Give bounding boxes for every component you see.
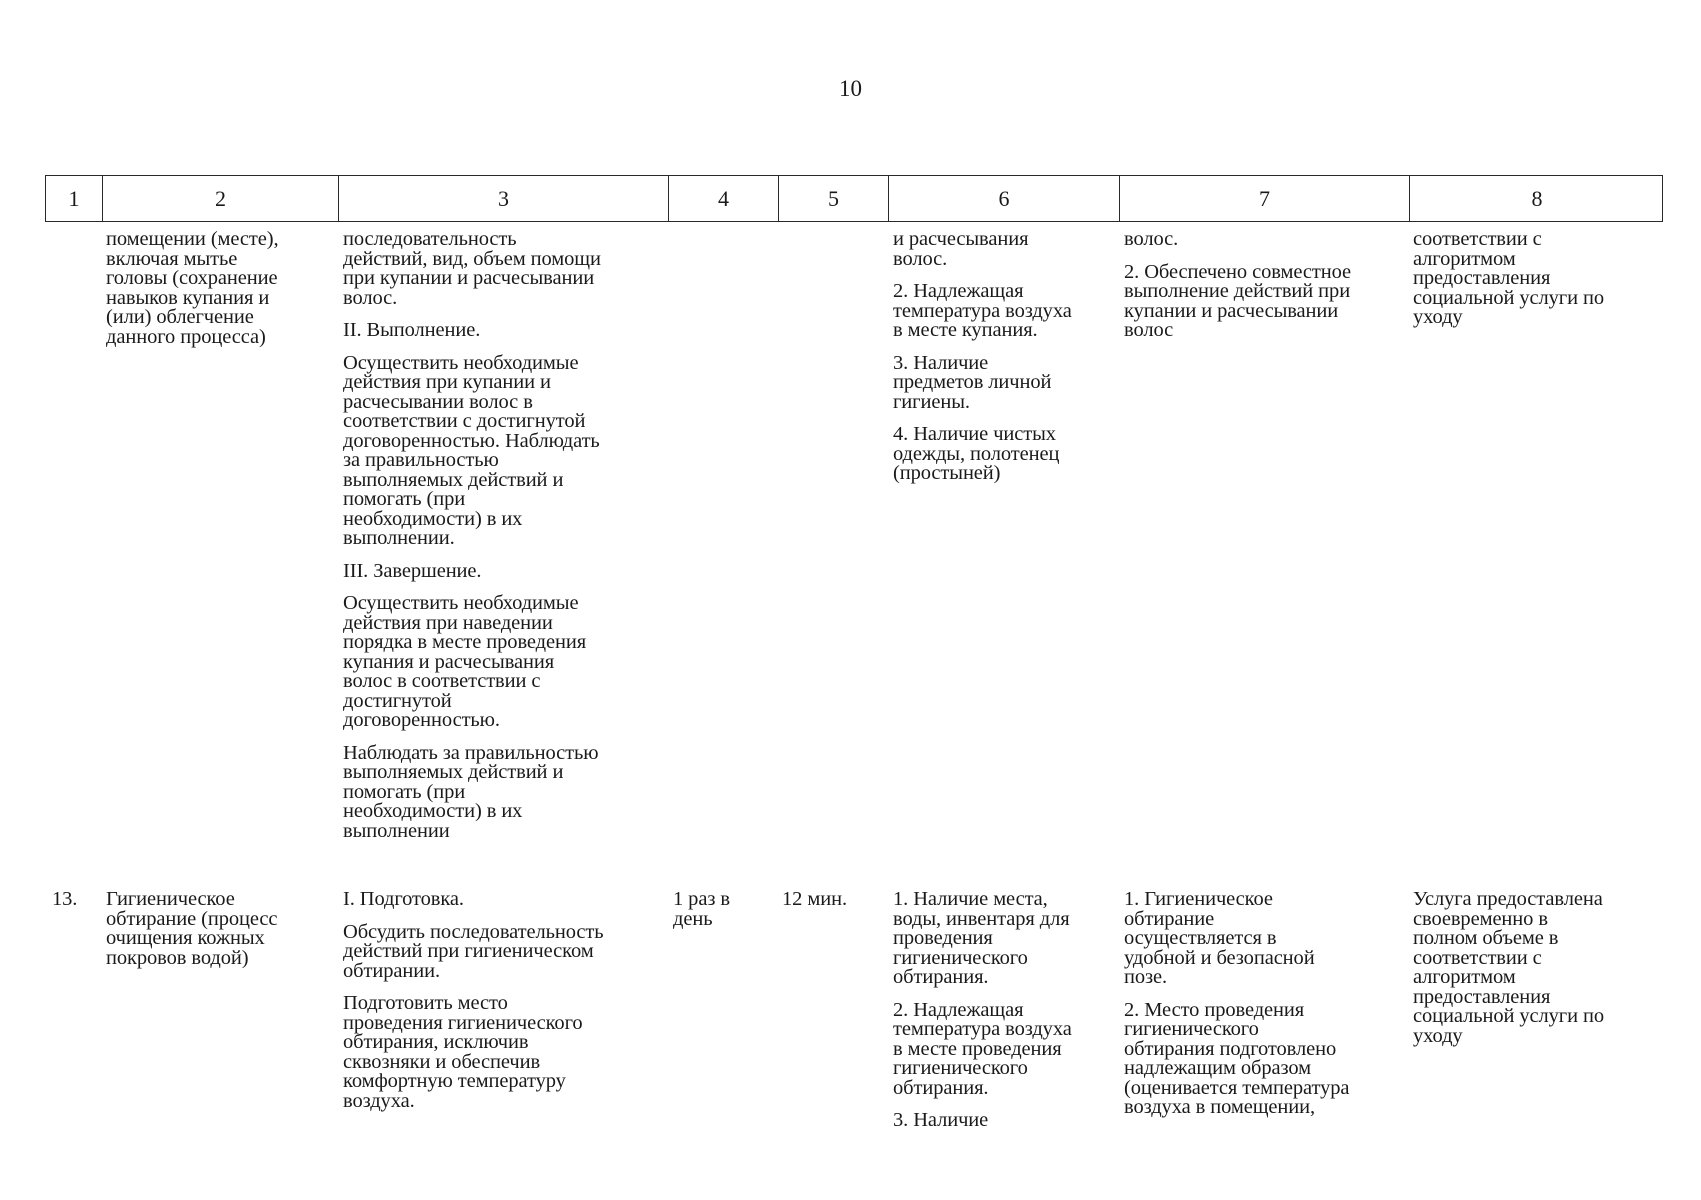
paragraph [1124,260,1414,341]
text-line: соответствии с [1413,946,1542,969]
text-line: помещении (месте), [106,228,279,250]
text-line: помогать (при [343,488,466,510]
text-line: порядка в месте проведения [343,631,587,653]
text-line: включая мытье [106,247,238,270]
stage-heading: I. Подготовка. [343,888,464,910]
text-line: одежды, полотенец [893,442,1060,465]
text-line: полном объеме в [1413,927,1559,949]
text-line: волос. [343,286,398,309]
text-line: 1 раз в [673,888,730,910]
paragraph [1124,230,1414,250]
text-line: Наблюдать за правильностью [343,741,599,764]
text-line: Осуществить необходимые [343,351,579,374]
text-line: позе. [1124,966,1168,988]
text-line: социальной услуги по [1413,1005,1605,1027]
frequency-cell [673,890,783,929]
text-line: купания и расчесывания [343,650,555,673]
text-line: при купании и расчесывании [343,267,595,289]
paragraph [893,351,1123,413]
paragraph [893,1111,1123,1131]
text-line: 4. Наличие чистых [893,423,1056,445]
text-line: гигиенического [893,1057,1028,1079]
text-line: и расчесывания [893,228,1029,250]
conditions-cell [893,890,1123,1131]
text-line: действия при купании и [343,371,551,393]
text-line: гигиенического [1124,1018,1259,1040]
text-line: договоренностью. [343,709,500,731]
duration-value: 12 мин. [782,888,847,910]
text-line: необходимости) в их [343,800,523,822]
paragraph [343,351,673,549]
text-line: надлежащим образом [1124,1057,1311,1079]
paragraph [1124,890,1414,988]
text-line: комфортную температуру [343,1070,566,1092]
text-line: осуществляется в [1124,927,1277,949]
text-line: алгоритмом [1413,247,1516,270]
paragraph [893,230,1123,269]
text-line: покровов водой) [106,946,249,969]
text-line: волос. [893,247,948,270]
text-line: 2. Надлежащая [893,998,1024,1021]
text-line: (простыней) [893,462,1001,484]
stage-heading: II. Выполнение. [343,319,481,341]
text-line: своевременно в [1413,907,1548,930]
text-line: за правильностью [343,449,499,471]
text-line: достигнутой [343,689,452,712]
service-name-cell [106,230,338,347]
text-line: очищения кожных [106,927,265,949]
text-line: выполняемых действий и [343,468,564,491]
page-number: 10 [839,76,862,101]
column-header-7: 7 [1120,176,1410,221]
text-line: сквозняки и обеспечив [343,1050,541,1073]
text-line: 2. Место проведения [1124,998,1305,1021]
text-line: (или) облегчение [106,306,254,328]
column-header-1: 1 [46,176,103,221]
paragraph [1413,890,1668,1046]
column-header-2: 2 [103,176,339,221]
paragraph [343,594,673,731]
table-header-row [45,175,1663,222]
paragraph [343,230,673,308]
text-line: температура воздуха [893,1018,1072,1040]
conditions-cell [893,230,1123,484]
text-line: Обсудить последовательность [343,920,604,943]
text-line: волос в соответствии с [343,670,541,692]
text-line: уходу [1413,306,1463,328]
service-description-cell [343,230,673,841]
text-line: Осуществить необходимые [343,592,579,614]
text-line: действия при наведении [343,611,553,634]
text-line: соответствии с достигнутой [343,410,586,432]
text-line: обтирание (процесс [106,907,278,930]
text-line: действий при гигиеническом [343,940,594,962]
text-line: необходимости) в их [343,507,523,530]
text-line: проведения [893,927,993,949]
text-line: Гигиеническое [106,888,235,910]
paragraph [343,920,673,982]
evaluation-cell [1413,230,1668,328]
paragraph [1124,998,1414,1118]
stage-heading: III. Завершение. [343,559,482,582]
column-header-4: 4 [669,176,779,221]
paragraph [343,559,673,582]
text-line: выполнении [343,819,450,842]
text-line: 1. Наличие места, [893,888,1048,910]
text-line: выполнении. [343,527,455,549]
text-line: действий, вид, объем помощи [343,247,601,270]
text-line: Услуга предоставлена [1413,888,1603,910]
text-line: обтирания. [893,966,989,988]
text-line: предоставления [1413,267,1551,289]
text-line: 2. Обеспечено совместное [1124,260,1351,283]
paragraph [343,741,673,842]
text-line: волос. [1124,228,1179,250]
text-line: 3. Наличие [893,1109,989,1131]
text-line: выполнение действий при [1124,280,1351,302]
text-line: обтирании. [343,959,440,982]
service-name-cell [106,890,338,968]
quality-indicators-cell [1124,890,1414,1118]
text-line: договоренностью. Наблюдать [343,429,600,452]
text-line: выполняемых действий и [343,761,564,783]
paragraph [893,282,1123,341]
text-line: в месте купания. [893,319,1038,341]
text-line: обтирание [1124,907,1215,930]
paragraph [893,998,1123,1099]
paragraph [343,994,673,1111]
text-line: уходу [1413,1024,1463,1047]
text-line: 3. Наличие [893,351,989,374]
text-line: волос [1124,319,1174,341]
column-header-8: 8 [1531,186,1543,211]
text-line: гигиенического [893,946,1028,969]
text-line: соответствии с [1413,228,1542,250]
paragraph [893,425,1123,484]
text-line: день [673,907,713,930]
text-line: расчесывании волос в [343,390,533,413]
text-line: в месте проведения [893,1037,1062,1060]
text-line: гигиены. [893,390,970,413]
paragraph [343,890,673,910]
text-line: социальной услуги по [1413,286,1605,309]
text-line: обтирания. [893,1076,989,1099]
text-line: воды, инвентаря для [893,907,1070,930]
text-line: помогать (при [343,780,466,803]
text-line: купании и расчесывании [1124,299,1339,322]
text-line: 1. Гигиеническое [1124,888,1273,910]
text-line: Подготовить место [343,992,508,1014]
text-line: воздуха в помещении, [1124,1096,1316,1118]
text-line: данного процесса) [106,325,266,348]
text-line: алгоритмом [1413,966,1516,988]
evaluation-cell [1413,890,1668,1046]
text-line: предоставления [1413,985,1551,1008]
row-number: 13. [52,888,78,910]
paragraph [343,321,673,341]
text-line: воздуха. [343,1089,415,1112]
text-line: обтирания подготовлено [1124,1037,1337,1060]
column-header-6: 6 [889,176,1120,221]
text-line: обтирания, исключив [343,1031,529,1053]
row-number-cell [52,890,102,910]
text-line: последовательность [343,228,517,250]
text-line: головы (сохранение [106,267,278,289]
text-line: 2. Надлежащая [893,280,1024,302]
text-line: проведения гигиенического [343,1011,583,1034]
duration-cell [782,890,892,910]
service-description-cell [343,890,673,1111]
text-line: предметов личной [893,371,1052,393]
paragraph [1413,230,1668,328]
column-header-3: 3 [339,176,669,221]
quality-indicators-cell [1124,230,1414,341]
text-line: навыков купания и [106,286,270,309]
paragraph [893,890,1123,988]
text-line: температура воздуха [893,299,1072,322]
text-line: (оценивается температура [1124,1076,1350,1099]
column-header-5: 5 [779,176,889,221]
text-line: удобной и безопасной [1124,946,1315,969]
